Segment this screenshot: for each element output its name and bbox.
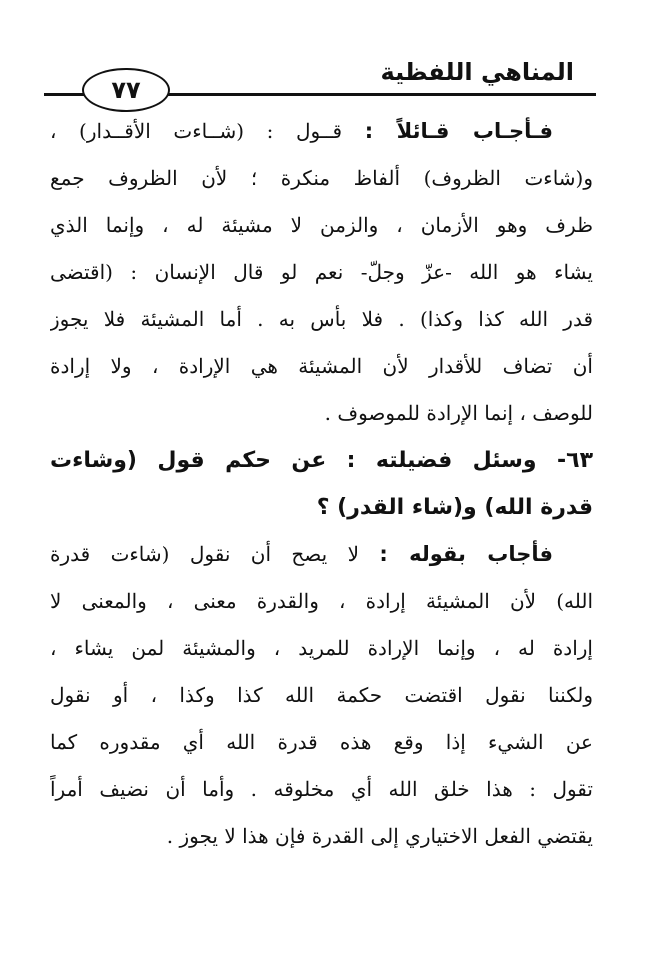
text-line: ولكننا نقول اقتضت حكمة الله كذا وكذا ، أو نقول <box>50 683 593 707</box>
text-line: و(شاءت الظروف) ألفاظ منكرة ؛ لأن الظروف جمع <box>50 166 593 190</box>
question-heading: قدرة الله) و(شاء القدر) ؟ <box>316 495 593 520</box>
page-number-badge: ٧٧ <box>82 68 170 112</box>
text-line: يشاء هو الله -عزّ وجلّ- نعم لو قال الإنسان : (اقتضى <box>50 260 593 284</box>
text-line <box>50 531 593 578</box>
text-line: أن تضاف للأقدار لأن المشيئة هي الإرادة ، ولا إرادة <box>50 354 593 378</box>
running-title: المناهي اللفظية <box>380 58 574 86</box>
text-line-content: قــول : (شــاءت الأقــدار) ، <box>50 119 365 143</box>
text-line: تقول : هذا خلق الله أي مخلوقه . وأما أن نضيف أمراً <box>50 777 593 801</box>
page-body <box>50 108 593 860</box>
text-line: الله) لأن المشيئة إرادة ، والقدرة معنى ، والمعنى لا <box>50 589 593 613</box>
page-header <box>44 52 596 108</box>
text-line: عن الشيء إذا وقع هذه قدرة الله أي مقدوره كما <box>50 730 593 754</box>
text-line: للوصف ، إنما الإرادة للموصوف . <box>324 401 593 425</box>
text-line <box>50 108 593 155</box>
question-heading: ٦٣- وسئل فضيلته : عن حكم قول (وشاءت <box>50 448 593 473</box>
text-line: ظرف وهو الأزمان ، والزمن لا مشيئة له ، وإنما الذي <box>50 213 593 237</box>
answer-lead: فأجاب بقوله : <box>379 542 553 566</box>
answer-lead: فـأجـاب قـائلاً : <box>364 119 553 143</box>
text-line: يقتضي الفعل الاختياري إلى القدرة فإن هذا لا يجوز . <box>166 824 593 848</box>
text-line-content: لا يصح أن نقول (شاءت قدرة <box>50 542 380 566</box>
text-line: قدر الله كذا وكذا) . فلا بأس به . أما المشيئة فلا يجوز <box>50 307 593 331</box>
text-line: إرادة له ، وإنما الإرادة للمريد ، والمشيئة لمن يشاء ، <box>50 636 593 660</box>
